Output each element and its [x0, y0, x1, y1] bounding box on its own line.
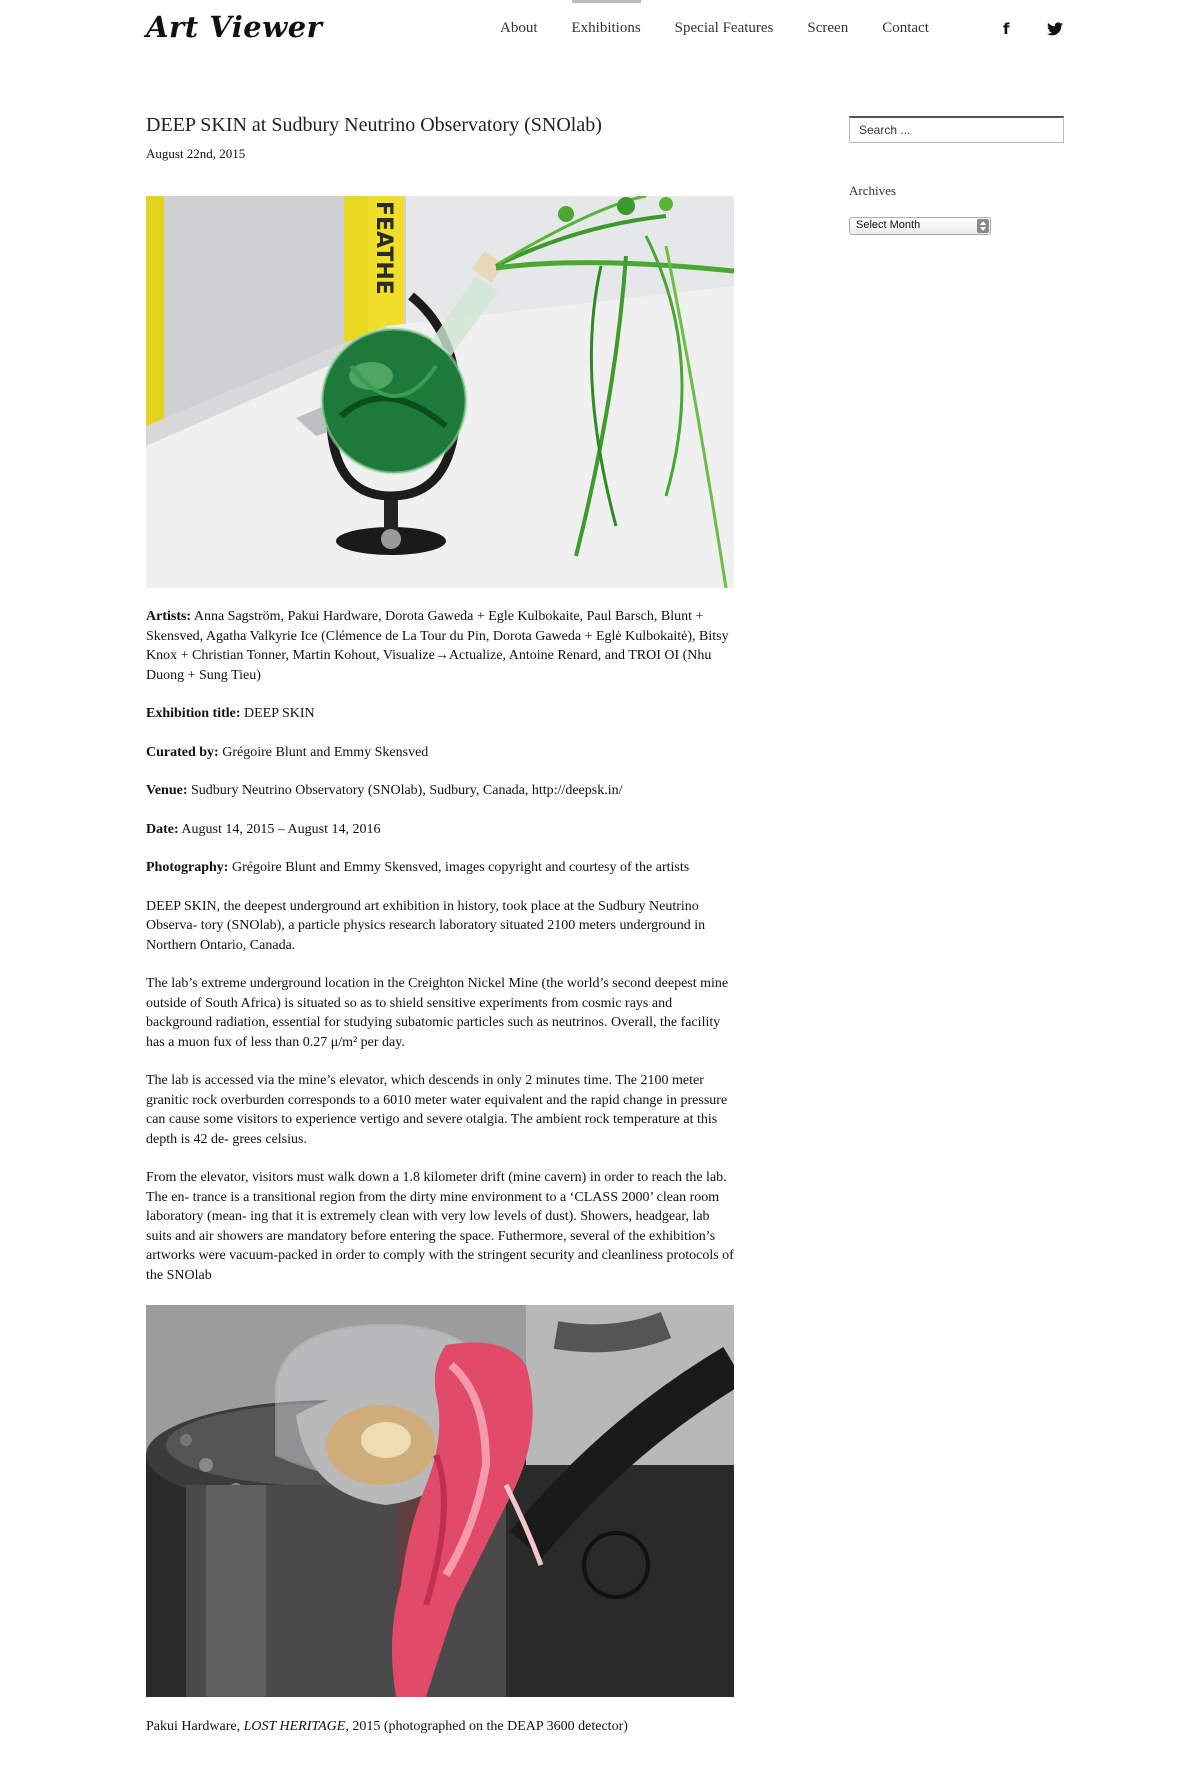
curated-line: Curated by: Grégoire Blunt and Emmy Skensved: [146, 744, 429, 760]
date-line: Date: August 14, 2015 – August 14, 2016: [146, 821, 381, 837]
nav-item-exhibitions[interactable]: Exhibitions: [572, 0, 641, 60]
post-article: [146, 112, 734, 1736]
archives-title: Archives: [849, 183, 896, 198]
archives-select-value: Select Month: [856, 219, 921, 231]
archives-select[interactable]: [849, 217, 991, 235]
site-logo[interactable]: Art Viewer: [146, 10, 323, 44]
nav-item-screen[interactable]: Screen: [807, 20, 849, 36]
post-title[interactable]: DEEP SKIN at Sudbury Neutrino Observatory (SNOlab): [146, 114, 602, 136]
nav-item-about[interactable]: About: [500, 20, 538, 36]
site-header: [0, 0, 1200, 60]
exhibition-photo-glass-globe[interactable]: [146, 196, 734, 588]
post-content: [146, 607, 734, 1285]
exhibition-title-line: Exhibition title: DEEP SKIN: [146, 706, 315, 721]
body-paragraph-1: DEEP SKIN, the deepest underground art exhibition in history, took place at the Sudbury Neutrino Observa- tory (SNOlab), a particle physics research laboratory situated 2100 meters underground in Northern Ontario, Canada.: [146, 898, 706, 953]
nav-item-special-features[interactable]: Special Features: [674, 20, 774, 36]
facebook-icon[interactable]: f: [1003, 20, 1010, 38]
post-date: August 22nd, 2015: [146, 146, 246, 161]
photography-line: Photography: Grégoire Blunt and Emmy Skensved, images copyright and courtesy of the artists: [146, 860, 690, 875]
body-paragraph-3: The lab is accessed via the mine’s elevator, which descends in only 2 minutes time. The 2100 meter granitic rock overburden corresponds to a 6010 meter water equivalent and the rapid change in pressure can cause some visitors to experience vertigo and severe otalgia. The ambient rock temperature at this depth is 42 de- grees celsius.: [146, 1073, 728, 1147]
photo-caption: Pakui Hardware, LOST HERITAGE, 2015 (photographed on the DEAP 3600 detector): [146, 1719, 628, 1734]
venue-line: Venue: Sudbury Neutrino Observatory (SNOlab), Sudbury, Canada, http://deepsk.in/: [146, 783, 623, 798]
nav-item-contact[interactable]: Contact: [882, 20, 929, 36]
artists-line: Artists: Anna Sagström, Pakui Hardware, Dorota Gaweda + Egle Kulbokaite, Paul Barsch, Blunt + Skensved, Agatha Valkyrie Ice (Clémence de La Tour du Pin, Dorota Gaweda + Eglė Kulbokaitė), Bitsy Knox + Christian Tonner, Martin Kohout, Visualize→Actualize, Antoine Renard, and TROI OI (Nhu Duong + Sung Tieu): [146, 609, 729, 683]
select-arrows-icon: [977, 219, 989, 233]
exhibition-photo-detector[interactable]: [146, 1305, 734, 1697]
body-paragraph-2: The lab’s extreme underground location in the Creighton Nickel Mine (the world’s second deepest mine outside of South Africa) is situated so as to shield sensitive experiments from cosmic rays and background radiation, essential for studying subatomic particles such as neutrinos. Overall, the facility has a muon fux of less than 0.27 μ/m² per day.: [146, 976, 729, 1050]
ladder-text: FEATHE: [371, 201, 396, 295]
twitter-icon[interactable]: [1047, 22, 1063, 38]
body-paragraph-4: From the elevator, visitors must walk down a 1.8 kilometer drift (mine cavern) in order to reach the lab. The en- trance is a transitional region from the dirty mine environment to a ‘CLASS 2000’ clean room laboratory (mean- ing that it is extremely clean with very low levels of dust). Showers, headgear, lab suits and air showers are mandatory before entering the space. Futhermore, several of the exhibition’s artworks were vacuum-packed in order to comply with the stringent security and cleanliness protocols of the SNOlab: [146, 1170, 734, 1283]
sidebar: [849, 116, 1064, 235]
main-nav: [500, 0, 963, 60]
search-input[interactable]: [849, 116, 1064, 143]
